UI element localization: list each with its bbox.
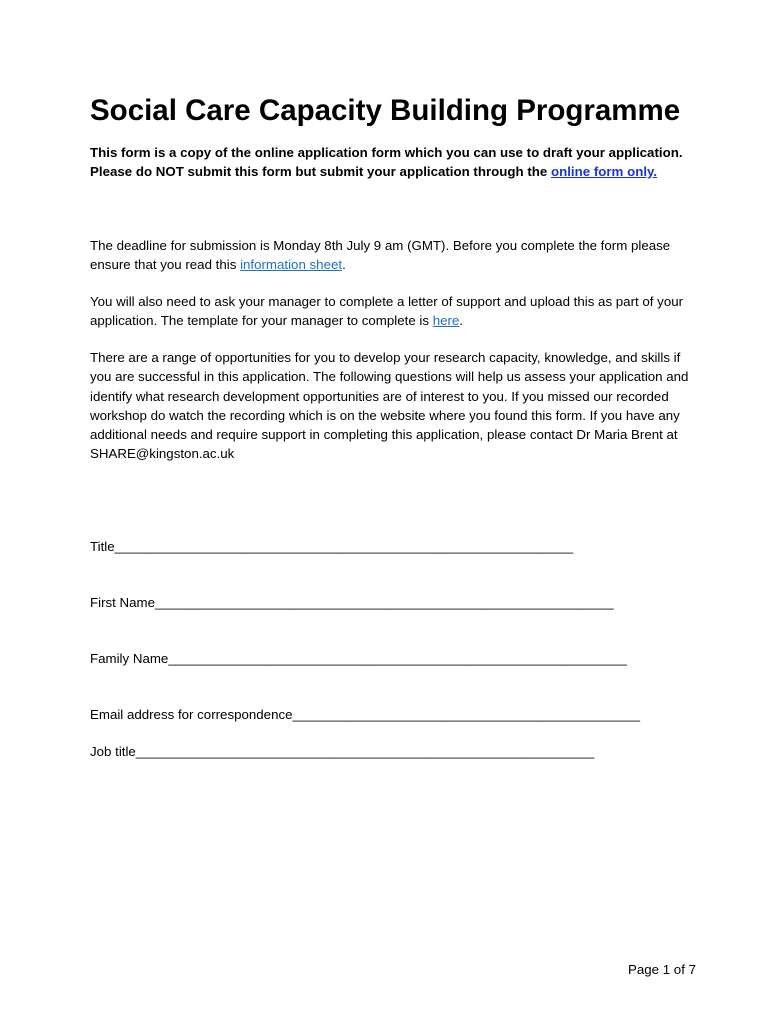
page-title: Social Care Capacity Building Programme [90,94,681,127]
deadline-paragraph [90,236,705,275]
intro-text: This form is a copy of the online application form which you can use to draft your application. Please do NOT submit this form but submit your application through the [90,145,683,179]
manager-letter-paragraph [90,292,705,331]
job-title-field: Job title______________________________________________________________ [90,744,595,759]
intro-paragraph [90,143,705,181]
manager-letter-text-end: . [459,313,464,329]
manager-letter-text: You will also need to ask your manager to complete a letter of support and upload this as part of your application. The template for your manager to complete is [90,294,684,329]
deadline-text: The deadline for submission is Monday 8th July 9 am (GMT). Before you complete the form please ensure that you read this [90,238,671,273]
family-name-field: Family Name______________________________________________________________ [90,651,627,666]
first-name-field: First Name______________________________________________________________ [90,595,614,610]
online-form-link[interactable]: online form only. [550,164,658,179]
template-here-link[interactable]: here [432,313,460,329]
deadline-text-end: . [342,257,346,273]
page-number: Page 1 of 7 [627,962,696,977]
email-field: Email address for correspondence_______________________________________________ [90,707,641,722]
opportunities-paragraph: There are a range of opportunities for you to develop your research capacity, knowledge, and skills if you are successful in this application. The following questions will help us assess your application and identify what research development opportunities are of interest to you. If you missed our recorded workshop do watch the recording which is on the website where you found this form. If you have any additional needs and require support in completing this application, please contact Dr Maria Brent at SHARE@kingston.ac.uk [90,350,689,462]
information-sheet-link[interactable]: information sheet [240,257,343,273]
title-field: Title______________________________________________________________ [90,539,574,554]
